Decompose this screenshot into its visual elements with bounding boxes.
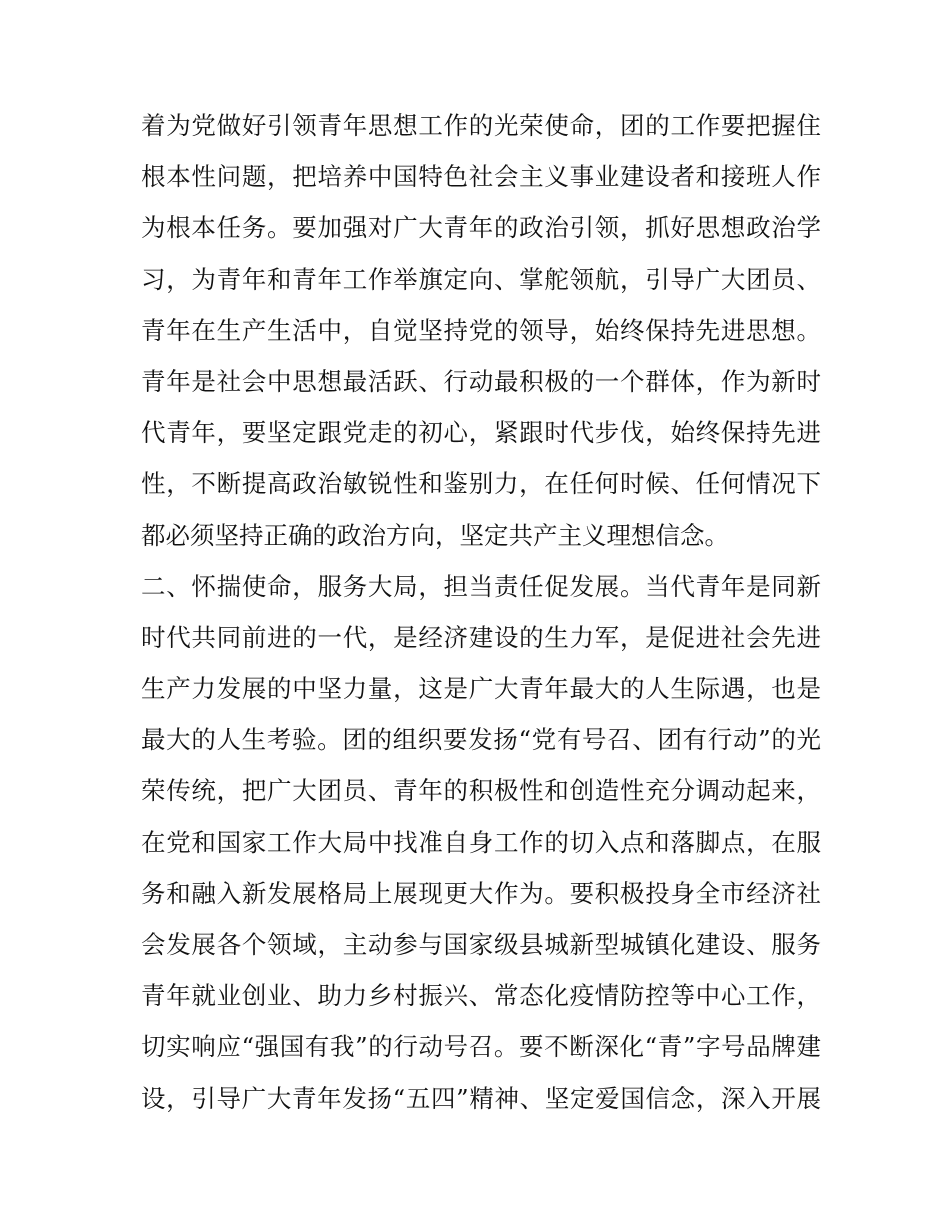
text-line: 生产力发展的中坚力量，这是广大青年最大的人生际遇，也是 [141, 674, 821, 704]
text-line: 二、怀揣使命，服务大局，担当责任促发展。当代青年是同新 [141, 571, 821, 601]
text-line: 务和融入新发展格局上展现更大作为。要积极投身全市经济社 [141, 878, 821, 908]
text-line: 青年在生产生活中，自觉坚持党的领导，始终保持先进思想。 [141, 315, 821, 345]
text-line: 着为党做好引领青年思想工作的光荣使命，团的工作要把握住 [141, 111, 821, 140]
text-line: 在党和国家工作大局中找准自身工作的切入点和落脚点，在服 [141, 827, 821, 857]
text-line: 荣传统，把广大团员、青年的积极性和创造性充分调动起来， [141, 776, 821, 806]
text-line: 代青年，要坚定跟党走的初心，紧跟时代步伐，始终保持先进 [141, 418, 821, 448]
text-line: 时代共同前进的一代，是经济建设的生力军，是促进社会先进 [141, 622, 821, 652]
text-line: 设，引导广大青年发扬“五四”精神、坚定爱国信念，深入开展 [141, 1083, 821, 1113]
text-line: 青年是社会中思想最活跃、行动最积极的一个群体，作为新时 [141, 366, 821, 396]
text-line: 都必须坚持正确的政治方向，坚定共产主义理想信念。 [141, 520, 729, 550]
text-line: 青年就业创业、助力乡村振兴、常态化疫情防控等中心工作， [141, 981, 821, 1011]
text-line: 会发展各个领域，主动参与国家级县城新型城镇化建设、服务 [141, 930, 821, 959]
text-line: 根本性问题，把培养中国特色社会主义事业建设者和接班人作 [141, 162, 821, 192]
text-line: 习，为青年和青年工作举旗定向、掌舵领航，引导广大团员、 [141, 264, 821, 294]
text-line: 切实响应“强国有我”的行动号召。要不断深化“青”字号品牌建 [141, 1032, 821, 1062]
text-line: 性，不断提高政治敏锐性和鉴别力，在任何时候、任何情况下 [141, 469, 821, 499]
text-line: 为根本任务。要加强对广大青年的政治引领，抓好思想政治学 [141, 213, 821, 243]
text-line: 最大的人生考验。团的组织要发扬“党有号召、团有行动”的光 [141, 725, 821, 755]
body-text [141, 100, 821, 1124]
